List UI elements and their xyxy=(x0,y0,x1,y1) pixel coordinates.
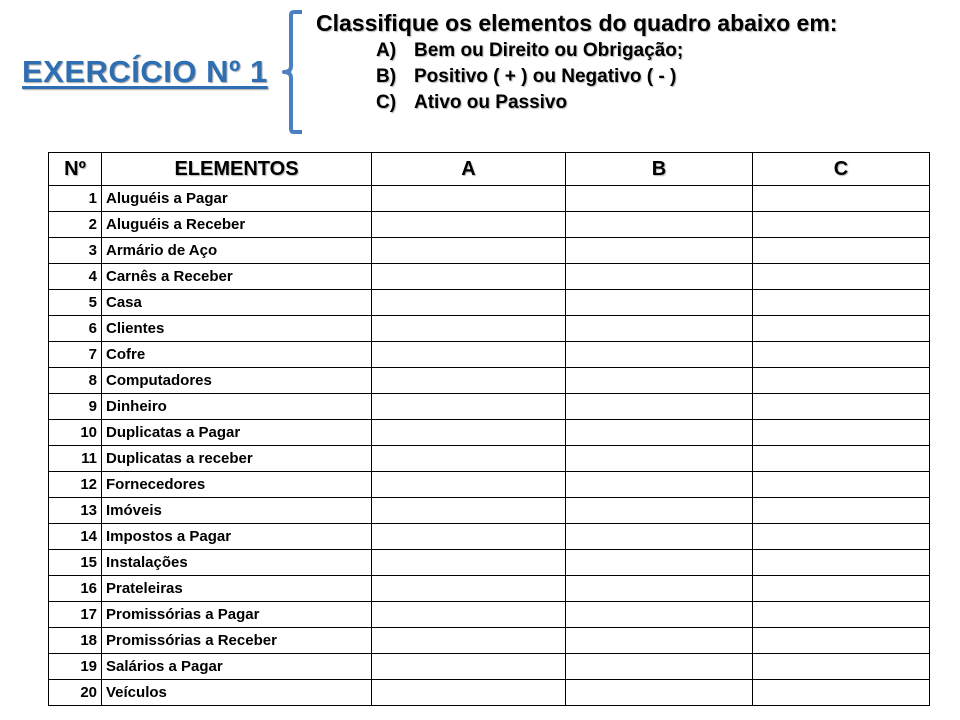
header-row xyxy=(49,153,930,186)
answer-cell-a[interactable] xyxy=(372,186,566,212)
answer-cell-a[interactable] xyxy=(372,342,566,368)
answer-cell-c[interactable] xyxy=(753,264,930,290)
row-element: Duplicatas a Pagar xyxy=(102,420,372,446)
table-row xyxy=(49,628,930,654)
table-row xyxy=(49,316,930,342)
row-number: 6 xyxy=(49,316,102,342)
answer-cell-a[interactable] xyxy=(372,472,566,498)
answer-cell-c[interactable] xyxy=(753,186,930,212)
header-c: C xyxy=(753,153,930,186)
answer-cell-c[interactable] xyxy=(753,420,930,446)
row-element: Promissórias a Pagar xyxy=(102,602,372,628)
answer-cell-b[interactable] xyxy=(566,576,753,602)
table-row xyxy=(49,446,930,472)
answer-cell-b[interactable] xyxy=(566,342,753,368)
row-element: Casa xyxy=(102,290,372,316)
answer-cell-a[interactable] xyxy=(372,576,566,602)
row-element: Dinheiro xyxy=(102,394,372,420)
row-number: 17 xyxy=(49,602,102,628)
answer-cell-a[interactable] xyxy=(372,368,566,394)
header-elements: ELEMENTOS xyxy=(102,153,372,186)
row-number: 1 xyxy=(49,186,102,212)
answer-cell-a[interactable] xyxy=(372,264,566,290)
row-number: 15 xyxy=(49,550,102,576)
row-number: 14 xyxy=(49,524,102,550)
table-row xyxy=(49,576,930,602)
answer-cell-c[interactable] xyxy=(753,394,930,420)
row-number: 16 xyxy=(49,576,102,602)
table-row xyxy=(49,394,930,420)
row-element: Cofre xyxy=(102,342,372,368)
answer-cell-b[interactable] xyxy=(566,212,753,238)
option-text: Bem ou Direito ou Obrigação; xyxy=(414,40,684,61)
answer-cell-c[interactable] xyxy=(753,290,930,316)
row-element: Armário de Aço xyxy=(102,238,372,264)
table-row xyxy=(49,238,930,264)
answer-cell-c[interactable] xyxy=(753,368,930,394)
answer-cell-a[interactable] xyxy=(372,680,566,706)
row-number: 5 xyxy=(49,290,102,316)
answer-cell-b[interactable] xyxy=(566,628,753,654)
option-a xyxy=(316,38,837,64)
answer-cell-c[interactable] xyxy=(753,342,930,368)
table-row xyxy=(49,264,930,290)
answer-cell-c[interactable] xyxy=(753,550,930,576)
answer-cell-b[interactable] xyxy=(566,550,753,576)
table-body xyxy=(49,186,930,706)
classification-table xyxy=(48,152,930,706)
option-text: Ativo ou Passivo xyxy=(414,92,568,113)
header-number: Nº xyxy=(49,153,102,186)
option-letter: A) xyxy=(376,40,397,61)
answer-cell-c[interactable] xyxy=(753,576,930,602)
answer-cell-a[interactable] xyxy=(372,420,566,446)
answer-cell-a[interactable] xyxy=(372,498,566,524)
row-element: Clientes xyxy=(102,316,372,342)
row-number: 3 xyxy=(49,238,102,264)
header-b: B xyxy=(566,153,753,186)
exercise-title: EXERCÍCIO Nº 1 xyxy=(22,54,268,89)
answer-cell-c[interactable] xyxy=(753,602,930,628)
option-letter: C) xyxy=(376,92,397,113)
table-row xyxy=(49,472,930,498)
row-element: Prateleiras xyxy=(102,576,372,602)
table-row xyxy=(49,342,930,368)
answer-cell-a[interactable] xyxy=(372,238,566,264)
row-element: Carnês a Receber xyxy=(102,264,372,290)
answer-cell-a[interactable] xyxy=(372,394,566,420)
option-text: Positivo ( + ) ou Negativo ( - ) xyxy=(414,66,677,87)
option-b xyxy=(316,64,837,90)
answer-cell-c[interactable] xyxy=(753,654,930,680)
row-element: Computadores xyxy=(102,368,372,394)
answer-cell-a[interactable] xyxy=(372,654,566,680)
answer-cell-b[interactable] xyxy=(566,680,753,706)
answer-cell-a[interactable] xyxy=(372,628,566,654)
answer-cell-c[interactable] xyxy=(753,316,930,342)
answer-cell-a[interactable] xyxy=(372,290,566,316)
row-number: 10 xyxy=(49,420,102,446)
table-row xyxy=(49,498,930,524)
option-c xyxy=(316,90,837,116)
row-element: Promissórias a Receber xyxy=(102,628,372,654)
table-row xyxy=(49,680,930,706)
row-element: Salários a Pagar xyxy=(102,654,372,680)
answer-cell-a[interactable] xyxy=(372,212,566,238)
header-a: A xyxy=(372,153,566,186)
row-number: 7 xyxy=(49,342,102,368)
answer-cell-b[interactable] xyxy=(566,186,753,212)
row-number: 8 xyxy=(49,368,102,394)
answer-cell-c[interactable] xyxy=(753,446,930,472)
answer-cell-c[interactable] xyxy=(753,472,930,498)
row-number: 13 xyxy=(49,498,102,524)
table-row xyxy=(49,186,930,212)
answer-cell-b[interactable] xyxy=(566,264,753,290)
answer-cell-b[interactable] xyxy=(566,394,753,420)
row-element: Fornecedores xyxy=(102,472,372,498)
answer-cell-b[interactable] xyxy=(566,524,753,550)
row-element: Aluguéis a Pagar xyxy=(102,186,372,212)
row-element: Imóveis xyxy=(102,498,372,524)
answer-cell-a[interactable] xyxy=(372,550,566,576)
row-number: 4 xyxy=(49,264,102,290)
table-row xyxy=(49,212,930,238)
answer-cell-b[interactable] xyxy=(566,654,753,680)
answer-cell-c[interactable] xyxy=(753,628,930,654)
answer-cell-b[interactable] xyxy=(566,316,753,342)
table-row xyxy=(49,420,930,446)
row-number: 2 xyxy=(49,212,102,238)
table-row xyxy=(49,290,930,316)
answer-cell-b[interactable] xyxy=(566,472,753,498)
answer-cell-b[interactable] xyxy=(566,290,753,316)
answer-cell-b[interactable] xyxy=(566,446,753,472)
answer-cell-a[interactable] xyxy=(372,316,566,342)
answer-cell-b[interactable] xyxy=(566,238,753,264)
options-list xyxy=(316,38,837,116)
answer-cell-c[interactable] xyxy=(753,498,930,524)
table-row xyxy=(49,654,930,680)
answer-cell-b[interactable] xyxy=(566,420,753,446)
answer-cell-c[interactable] xyxy=(753,524,930,550)
answer-cell-c[interactable] xyxy=(753,212,930,238)
instructions xyxy=(316,8,837,116)
row-number: 9 xyxy=(49,394,102,420)
row-element: Instalações xyxy=(102,550,372,576)
row-number: 19 xyxy=(49,654,102,680)
answer-cell-a[interactable] xyxy=(372,446,566,472)
answer-cell-c[interactable] xyxy=(753,680,930,706)
bracket-icon xyxy=(282,10,312,134)
instructions-heading: Classifique os elementos do quadro abaixo em: xyxy=(316,10,838,36)
row-element: Impostos a Pagar xyxy=(102,524,372,550)
answer-cell-a[interactable] xyxy=(372,524,566,550)
table-row xyxy=(49,550,930,576)
table-row xyxy=(49,368,930,394)
row-number: 11 xyxy=(49,446,102,472)
answer-cell-c[interactable] xyxy=(753,238,930,264)
row-number: 18 xyxy=(49,628,102,654)
option-letter: B) xyxy=(376,66,397,87)
answer-cell-a[interactable] xyxy=(372,602,566,628)
answer-cell-b[interactable] xyxy=(566,368,753,394)
row-number: 12 xyxy=(49,472,102,498)
row-element: Duplicatas a receber xyxy=(102,446,372,472)
table-row xyxy=(49,524,930,550)
table-row xyxy=(49,602,930,628)
answer-cell-b[interactable] xyxy=(566,498,753,524)
answer-cell-b[interactable] xyxy=(566,602,753,628)
row-element: Aluguéis a Receber xyxy=(102,212,372,238)
row-element: Veículos xyxy=(102,680,372,706)
row-number: 20 xyxy=(49,680,102,706)
